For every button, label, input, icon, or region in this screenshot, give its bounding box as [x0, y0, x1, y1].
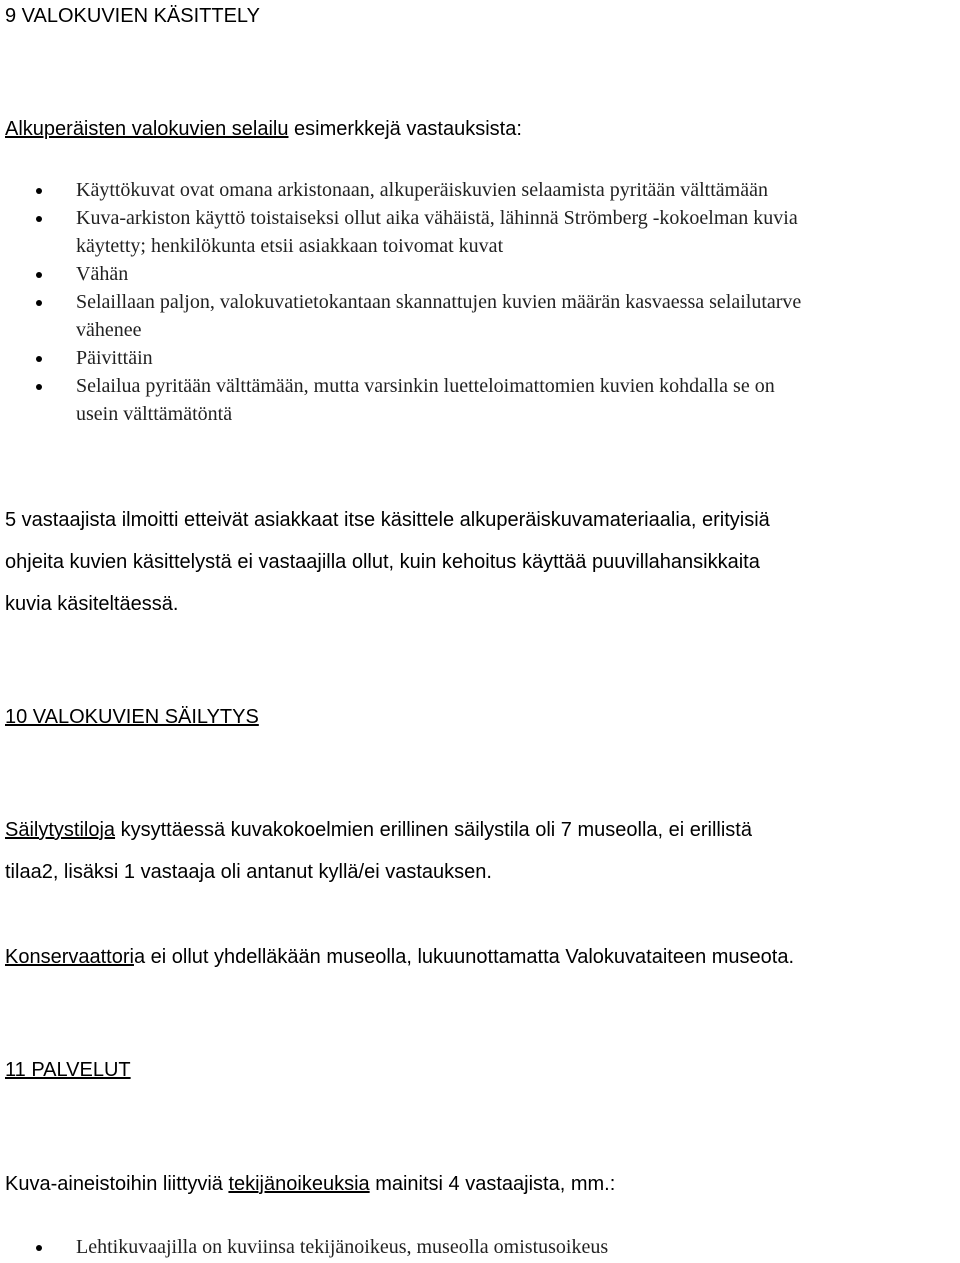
section-9-heading: 9 VALOKUVIEN KÄSITTELY — [5, 5, 260, 27]
list-item: Käyttökuvat ovat omana arkistonaan, alkuperäiskuvien selaamista pyritään välttämään — [0, 176, 801, 204]
list-item: Lehtikuvaajilla on kuviinsa tekijänoikeus, museolla omistusoikeus — [0, 1233, 608, 1261]
subheading-term: Alkuperäisten valokuvien selailu — [5, 118, 289, 140]
section-11-heading: 11 PALVELUT — [5, 1059, 131, 1081]
bullet-icon — [36, 300, 42, 306]
storage-term: Säilytystiloja — [5, 819, 116, 841]
bullet-icon — [36, 272, 42, 278]
list-item: Selailua pyritään välttämään, mutta varsinkin luetteloimattomien kuvien kohdalla se on usein välttämätöntä — [0, 372, 801, 428]
bullet-icon — [36, 216, 42, 222]
section-11-bullet-list — [0, 1233, 608, 1261]
section-9-bullet-list — [0, 176, 801, 428]
section-9-subheading — [5, 108, 522, 150]
conservator-paragraph: Konservaattoria ei ollut yhdelläkään museolla, lukuunottamatta Valokuvataiteen museota. — [5, 946, 795, 968]
list-item: Päivittäin — [0, 344, 801, 372]
bullet-icon — [36, 384, 42, 390]
list-item: Kuva-arkiston käyttö toistaiseksi ollut aika vähäistä, lähinnä Strömberg -kokoelman kuvia käytetty; henkilökunta etsii asiakkaan toivomat kuvat — [0, 204, 801, 260]
list-item: Selaillaan paljon, valokuvatietokantaan skannattujen kuvien määrän kasvaessa selailutarve vähenee — [0, 288, 801, 344]
copyright-paragraph: Kuva-aineistoihin liittyviä tekijänoikeuksia mainitsi 4 vastaajista, mm.: — [5, 1173, 616, 1195]
bullet-icon — [36, 188, 42, 194]
conservator-term: Konservaattori — [5, 946, 134, 968]
subheading-rest: esimerkkejä vastauksista: — [288, 118, 522, 140]
bullet-icon — [36, 1245, 42, 1251]
storage-paragraph: Säilytystiloja kysyttäessä kuvakokoelmien erillinen säilystila oli 7 museolla, ei erillistä tilaa2, lisäksi 1 vastaaja oli antanut kyllä/ei vastauksen. — [5, 819, 752, 883]
copyright-term: tekijänoikeuksia — [228, 1173, 370, 1195]
list-item: Vähän — [0, 260, 801, 288]
section-9-paragraph: 5 vastaajista ilmoitti etteivät asiakkaat itse käsittele alkuperäiskuvamateriaalia, erityisiä ohjeita kuvien käsittelystä ei vastaajilla ollut, kuin kehoitus käyttää puuvillahansikkaita kuvia käsiteltäessä. — [5, 509, 770, 615]
bullet-icon — [36, 356, 42, 362]
section-10-heading: 10 VALOKUVIEN SÄILYTYS — [5, 706, 259, 728]
